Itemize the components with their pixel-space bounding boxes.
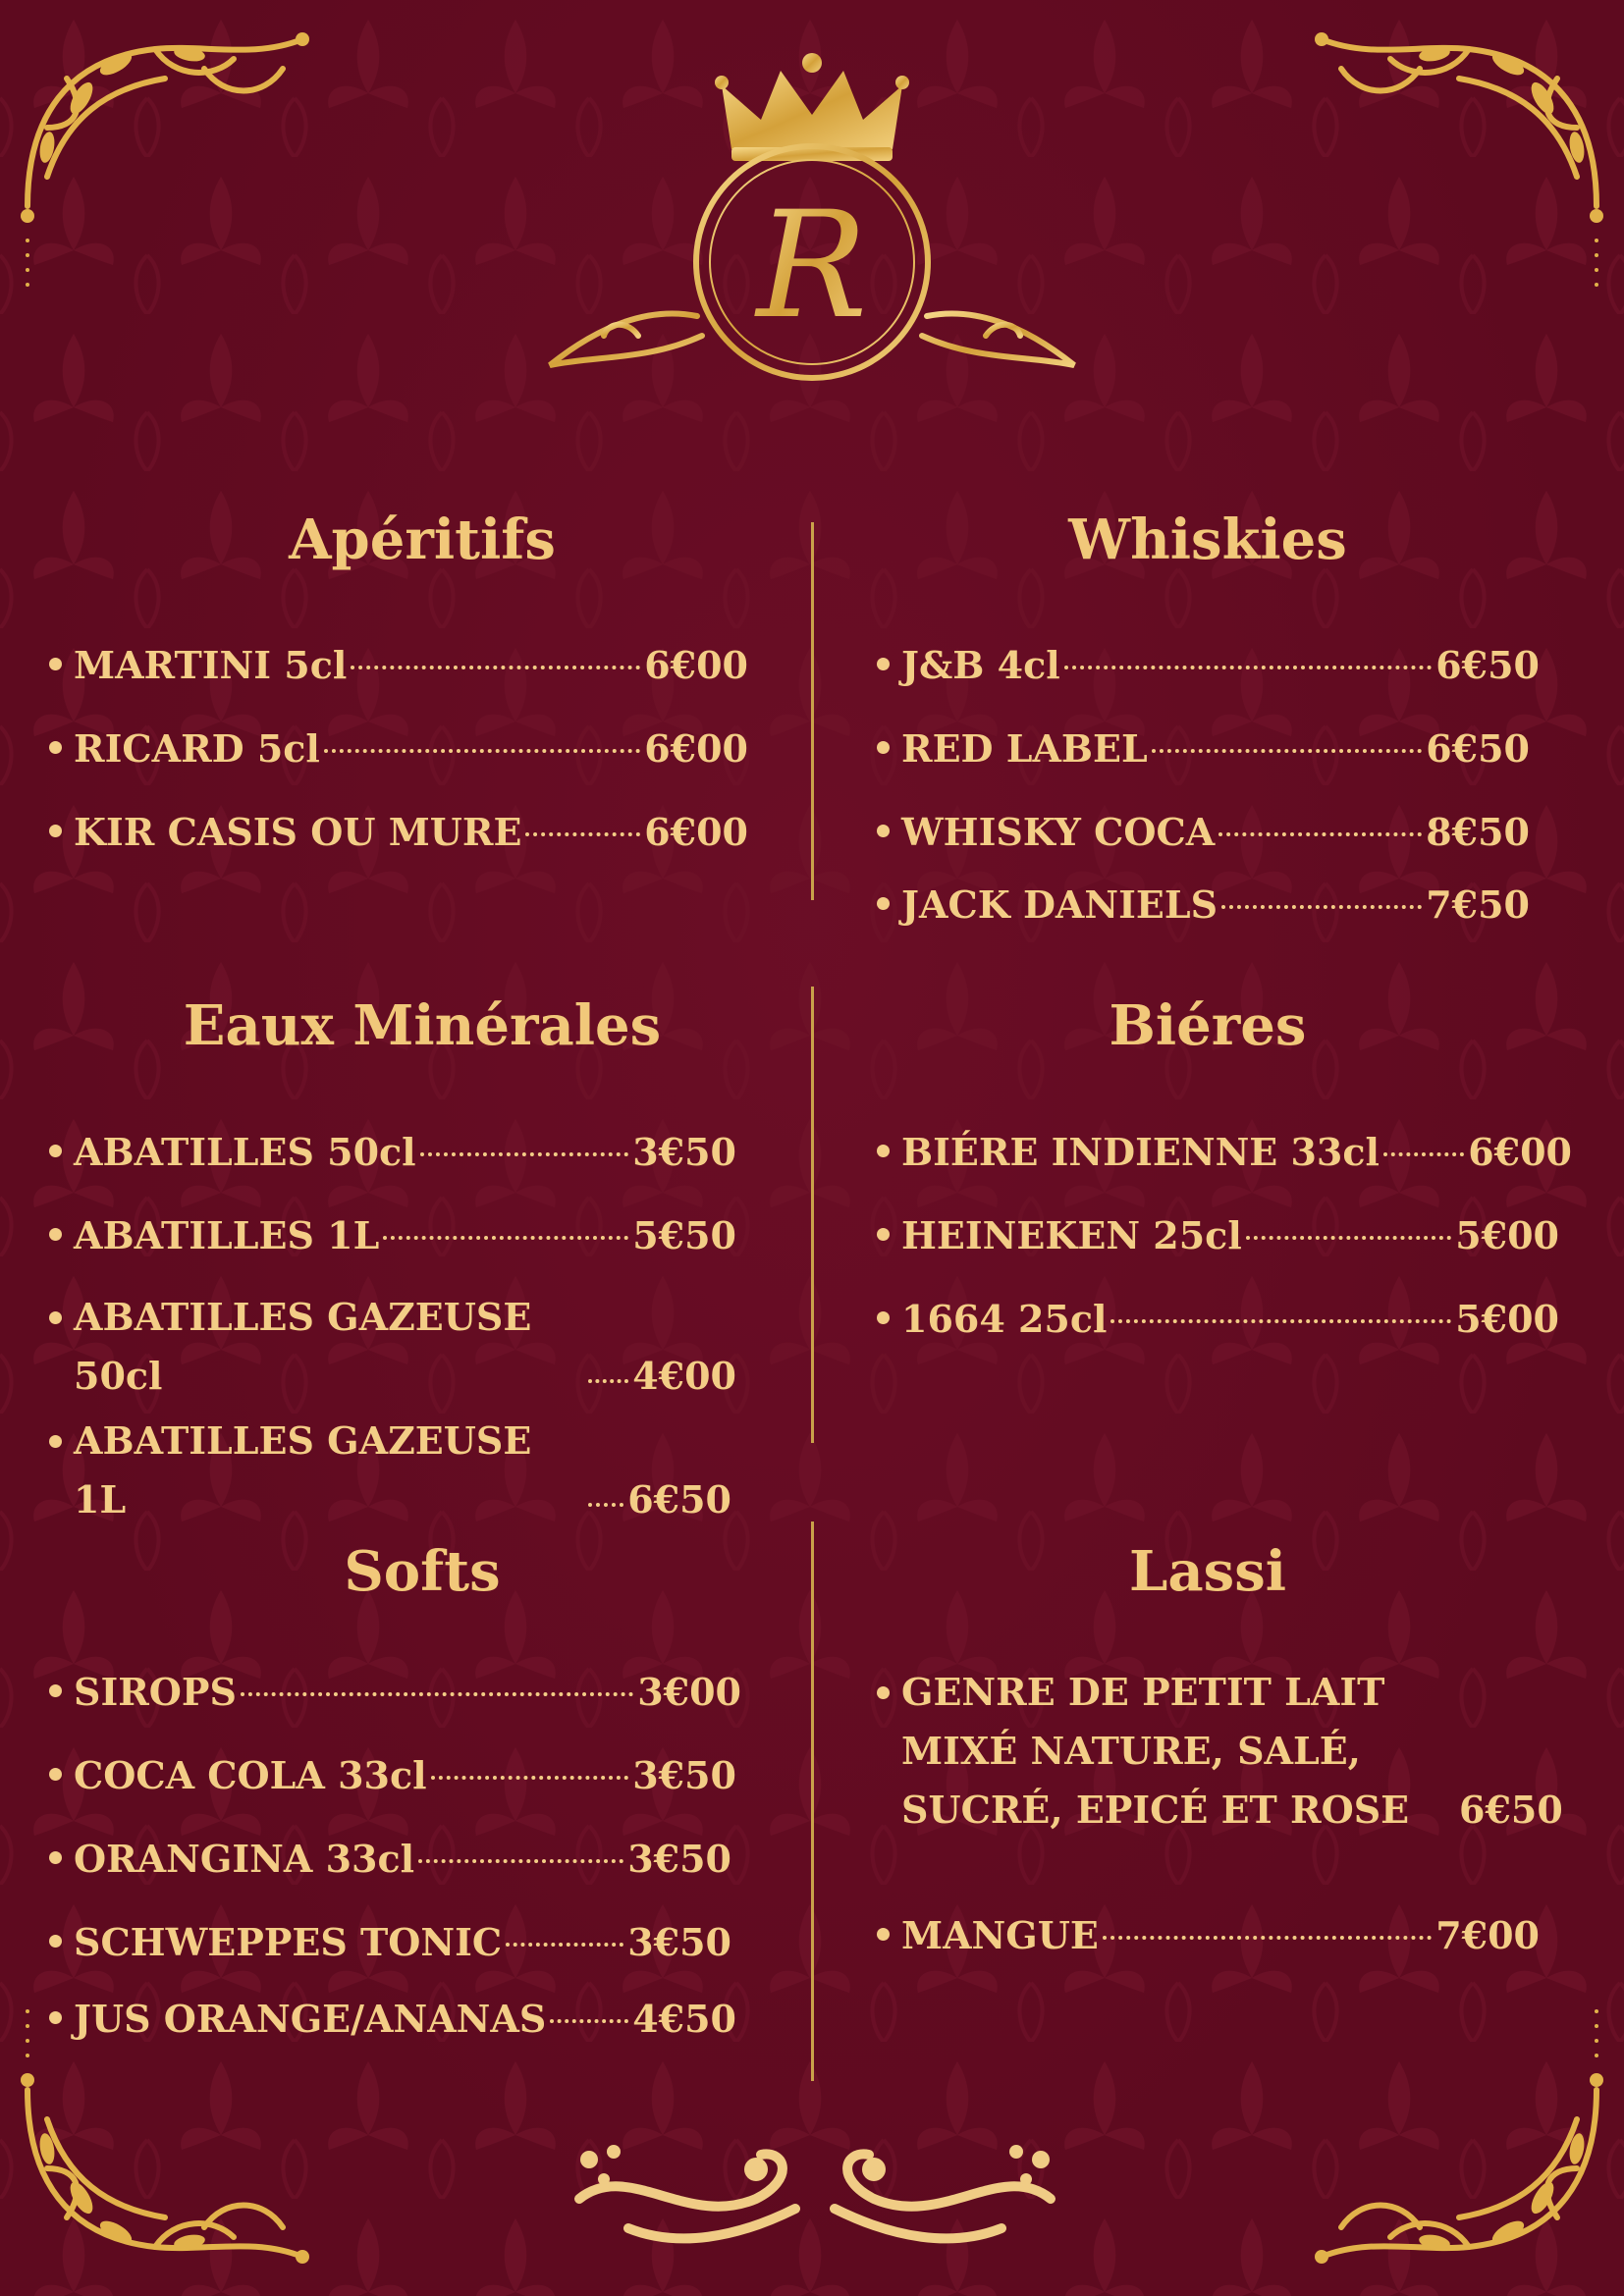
menu-item: 1664 25cl 5€00 (877, 1290, 1559, 1349)
bullet-icon (877, 658, 890, 670)
section-title-eaux-minerales: Eaux Minérales (183, 993, 662, 1058)
bullet-icon (49, 658, 62, 670)
menu-item: JUS ORANGE/ANANAS 4€50 (49, 1990, 736, 2049)
menu-item: ABATILLES 50cl 3€50 (49, 1123, 736, 1182)
bottom-swirl-ornament (569, 2140, 1060, 2258)
section-title-softs: Softs (344, 1539, 501, 1604)
column-divider-1 (811, 522, 814, 900)
bullet-icon (49, 1435, 62, 1448)
menu-item: JACK DANIELS 7€50 (877, 876, 1530, 934)
column-divider-2 (811, 987, 814, 1443)
menu-item: SCHWEPPES TONIC 3€50 (49, 1913, 731, 1972)
menu-item: COCA COLA 33cl 3€50 (49, 1746, 736, 1805)
bullet-icon (877, 1145, 890, 1157)
bullet-icon (877, 1928, 890, 1941)
menu-item: BIÉRE INDIENNE 33cl 6€00 (877, 1123, 1572, 1182)
menu-item: HEINEKEN 25cl 5€00 (877, 1206, 1559, 1265)
bullet-icon (49, 1768, 62, 1781)
crown-monogram-logo (540, 41, 1085, 395)
section-title-whiskies: Whiskies (1068, 507, 1347, 572)
bullet-icon (877, 1311, 890, 1324)
menu-item: ABATILLES GAZEUSE 1L 6€50 (49, 1412, 731, 1529)
bullet-icon (49, 1228, 62, 1241)
section-title-bieres: Biéres (1109, 993, 1307, 1058)
bullet-icon (49, 2011, 62, 2024)
column-divider-3 (811, 1522, 814, 2081)
menu-item: GENRE DE PETIT LAIT MIXÉ NATURE, SALÉ, SUCRÉ, EPICÉ ET ROSE 6€50 (877, 1663, 1533, 1840)
bullet-icon (877, 741, 890, 754)
bullet-icon (49, 1935, 62, 1948)
bullet-icon (49, 825, 62, 837)
bullet-icon (877, 897, 890, 910)
menu-item: MANGUE 7€00 (877, 1906, 1540, 1965)
bullet-icon (877, 825, 890, 837)
menu-item: J&B 4cl 6€50 (877, 636, 1540, 695)
monogram-letter: R (756, 181, 868, 351)
bullet-icon (49, 1851, 62, 1864)
section-title-aperitifs: Apéritifs (289, 507, 556, 572)
menu-item: ABATILLES GAZEUSE 50cl 4€00 (49, 1288, 736, 1406)
corner-flourish-top-left (8, 20, 322, 304)
menu-item: RED LABEL 6€50 (877, 720, 1530, 778)
section-title-lassi: Lassi (1129, 1539, 1286, 1604)
menu-item: ORANGINA 33cl 3€50 (49, 1830, 731, 1889)
bullet-icon (877, 1686, 890, 1699)
menu-item: KIR CASIS OU MURE 6€00 (49, 803, 748, 862)
menu-item: ABATILLES 1L 5€50 (49, 1206, 736, 1265)
menu-item: MARTINI 5cl 6€00 (49, 636, 748, 695)
menu-item: RICARD 5cl 6€00 (49, 720, 748, 778)
menu-item: WHISKY COCA 8€50 (877, 803, 1530, 862)
menu-item: SIROPS 3€00 (49, 1663, 741, 1722)
bullet-icon (49, 1684, 62, 1697)
bullet-icon (877, 1228, 890, 1241)
bullet-icon (49, 741, 62, 754)
bullet-icon (49, 1145, 62, 1157)
bullet-icon (49, 1311, 62, 1324)
corner-flourish-top-right (1302, 20, 1616, 304)
corner-flourish-bottom-right (1302, 1992, 1616, 2276)
